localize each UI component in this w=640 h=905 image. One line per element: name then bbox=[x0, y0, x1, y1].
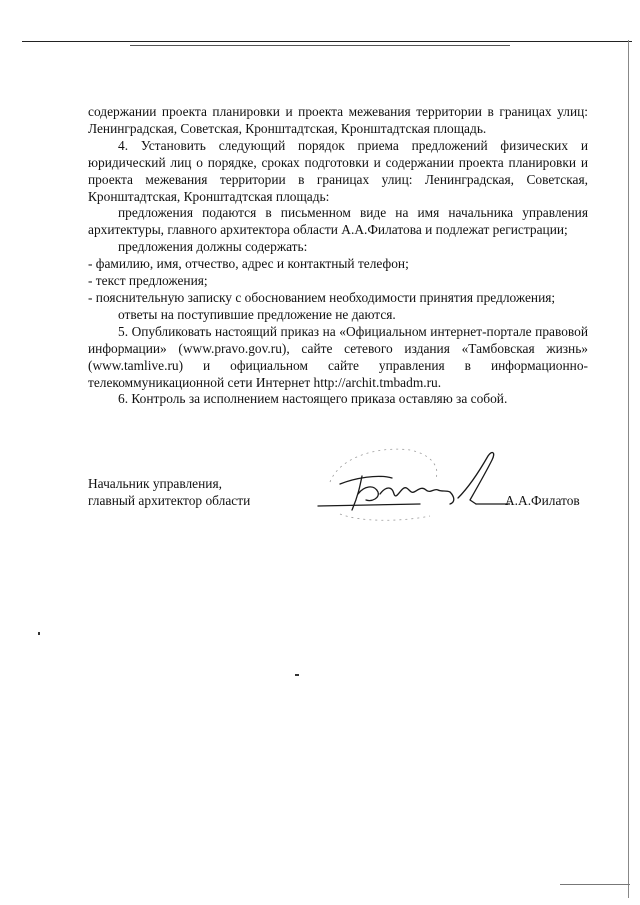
paragraph-continuation: содержании проекта планировки и проекта межевания территории в границах улиц: Ленинградская, Советская, Кронштадтская, Кронштадтская площадь. bbox=[88, 104, 588, 136]
scan-artifact-top bbox=[22, 41, 632, 42]
signatory-name: А.А.Филатов bbox=[505, 493, 580, 508]
paragraph-item-6: 6. Контроль за исполнением настоящего приказа оставляю за собой. bbox=[118, 391, 508, 407]
paragraph-no-replies: ответы на поступившие предложение не даются. bbox=[118, 306, 396, 322]
list-item-note: - пояснительную записку с обоснованием необходимости принятия предложения; bbox=[88, 289, 556, 305]
handwritten-signature bbox=[300, 442, 510, 522]
signatory-position-line1: Начальник управления, bbox=[88, 476, 222, 491]
signatory-position-line2: главный архитектор области bbox=[88, 492, 251, 508]
document-body bbox=[88, 104, 588, 408]
paragraph-item-4: 4. Установить следующий порядок приема предложений физических и юридический лиц о порядке, сроках подготовки и содержании проекта планировки и проекта межевания территории в границах улиц: Ленинградская, Советская, Кронштадтская, Кронштадтская площадь: bbox=[88, 137, 588, 204]
signatory-position bbox=[88, 476, 250, 510]
paragraph-submission: предложения подаются в письменном виде на имя начальника управления архитектуры, главного архитектора области А.А.Филатова и подлежат регистрации; bbox=[88, 205, 588, 238]
paragraph-contents-intro: предложения должны содержать: bbox=[118, 239, 308, 255]
scan-artifact-right-edge bbox=[628, 40, 629, 898]
scan-speck bbox=[295, 674, 299, 676]
list-item-text: - текст предложения; bbox=[88, 273, 208, 289]
scan-artifact-top-dash bbox=[130, 45, 510, 46]
paragraph-item-5: 5. Опубликовать настоящий приказ на «Официальном интернет-портале правовой информации» (www.pravo.gov.ru), сайте сетевого издания «Тамбовская жизнь» (www.tamlive.ru) и официальном сайте управления в информационно-телекоммуникационной сети Интернет http://archit.tmbadm.ru. bbox=[88, 323, 588, 390]
list-item-name: - фамилию, имя, отчество, адрес и контактный телефон; bbox=[88, 256, 409, 272]
scan-artifact-bottom bbox=[560, 884, 630, 885]
scan-speck bbox=[38, 632, 40, 635]
